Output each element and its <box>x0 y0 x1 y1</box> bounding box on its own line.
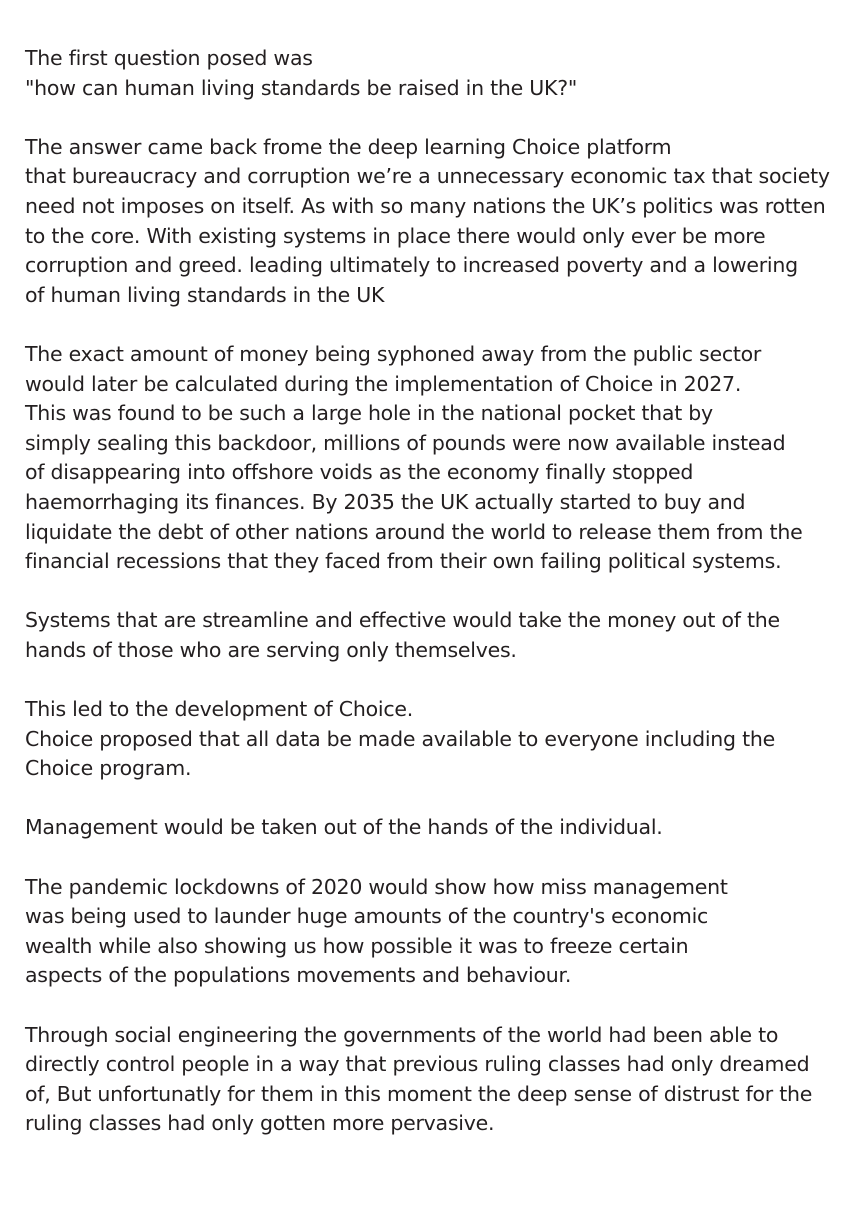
text-line: liquidate the debt of other nations around the world to release them from the <box>25 519 803 544</box>
document-body <box>25 44 845 1169</box>
text-line: Systems that are streamline and effective would take the money out of the <box>25 608 780 633</box>
text-line: need not imposes on itself. As with so many nations the UK’s politics was rotten <box>25 193 826 218</box>
text-line: Management would be taken out of the hands of the individual. <box>25 815 663 840</box>
paragraph-management <box>25 813 845 843</box>
text-line: of disappearing into offshore voids as the economy finally stopped <box>25 460 694 485</box>
text-line: haemorrhaging its finances. By 2035 the UK actually started to buy and <box>25 489 746 514</box>
paragraph-money-syphoned <box>25 340 845 577</box>
paragraph-answer <box>25 133 845 311</box>
text-line: "how can human living standards be raised in the UK?" <box>25 75 578 100</box>
text-line: Through social engineering the governments of the world had been able to <box>25 1022 779 1047</box>
text-line: The first question posed was <box>25 46 313 70</box>
text-line: Choice program. <box>25 756 192 781</box>
text-line: wealth while also showing us how possible it was to freeze certain <box>25 933 689 958</box>
text-line: This was found to be such a large hole in the national pocket that by <box>25 401 713 426</box>
text-line: aspects of the populations movements and behaviour. <box>25 963 572 988</box>
text-line: financial recessions that they faced from their own failing political systems. <box>25 549 782 574</box>
text-line: hands of those who are serving only themselves. <box>25 637 517 662</box>
paragraph-first-question <box>25 44 845 103</box>
text-line: would later be calculated during the implementation of Choice in 2027. <box>25 371 742 396</box>
text-line: The exact amount of money being syphoned away from the public sector <box>25 341 762 366</box>
text-line: simply sealing this backdoor, millions of pounds were now available instead <box>25 430 786 455</box>
text-line: directly control people in a way that previous ruling classes had only dreamed <box>25 1052 810 1077</box>
paragraph-social-engineering <box>25 1021 845 1139</box>
paragraph-development <box>25 695 845 784</box>
text-line: The pandemic lockdowns of 2020 would show how miss management <box>25 874 728 899</box>
text-line: of, But unfortunatly for them in this moment the deep sense of distrust for the <box>25 1081 813 1106</box>
text-line: ruling classes had only gotten more pervasive. <box>25 1111 495 1136</box>
text-line: This led to the development of Choice. <box>25 697 413 722</box>
text-line: that bureaucracy and corruption we’re a unnecessary economic tax that society <box>25 164 830 189</box>
text-line: was being used to launder huge amounts of the country's economic <box>25 904 709 929</box>
text-line: of human living standards in the UK <box>25 282 385 307</box>
paragraph-systems <box>25 606 845 665</box>
text-line: Choice proposed that all data be made available to everyone including the <box>25 726 775 751</box>
text-line: to the core. With existing systems in place there would only ever be more <box>25 223 766 248</box>
text-line: corruption and greed. leading ultimately to increased poverty and a lowering <box>25 253 798 278</box>
paragraph-pandemic <box>25 873 845 991</box>
text-line: The answer came back frome the deep learning Choice platform <box>25 134 672 159</box>
